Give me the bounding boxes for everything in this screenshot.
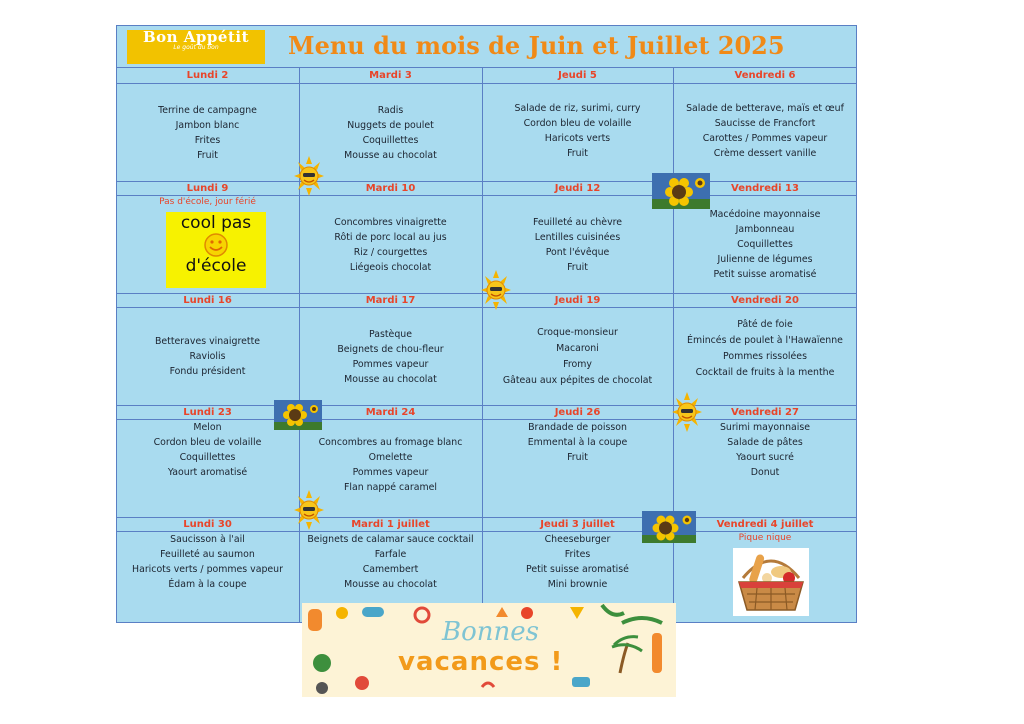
dish: Fruit [197, 150, 218, 161]
banner-line-2: vacances ! [398, 647, 564, 677]
dish: Lentilles cuisinées [534, 232, 621, 243]
dish: Flan nappé caramel [343, 482, 437, 493]
day-label: Jeudi 19 [554, 295, 601, 306]
dish: Jambonneau [735, 224, 795, 235]
day-label: Jeudi 12 [554, 183, 601, 194]
menu-cell [299, 215, 482, 275]
sun-icon [481, 270, 511, 310]
dish: Terrine de campagne [158, 105, 257, 116]
grid-line [116, 181, 857, 182]
dish: Cordon bleu de volaille [523, 118, 632, 129]
dish: Beignets de calamar sauce cocktail [307, 534, 474, 545]
dish: Brandade de poisson [528, 422, 627, 433]
picnic-basket-icon [733, 548, 809, 616]
holiday-note: Pas d'école, jour férié [159, 197, 256, 207]
page-title: Menu du mois de Juin et Juillet 2025 [288, 31, 785, 60]
sunflower-icon [642, 511, 696, 543]
dish: Croque-monsieur [537, 327, 618, 338]
dish: Rôti de porc local au jus [334, 232, 447, 243]
dish: Feuilleté au saumon [160, 549, 255, 560]
dish: Pâté de foie [737, 319, 793, 330]
logo-name: Bon Appétit [142, 28, 250, 46]
dish: Melon [193, 422, 222, 433]
dish: Macédoine mayonnaise [709, 209, 821, 220]
menu-cell [299, 435, 482, 495]
dish: Pommes rissolées [723, 351, 807, 362]
dish: Salade de betterave, maïs et œuf [686, 103, 844, 114]
dish: Petit suisse aromatisé [713, 269, 817, 280]
menu-cell [673, 101, 857, 161]
dish: Fondu président [169, 366, 246, 377]
menu-cell [299, 103, 482, 163]
dish: Fruit [567, 452, 588, 463]
day-label: Mardi 10 [365, 183, 416, 194]
dish: Coquillettes [179, 452, 236, 463]
grid-line [116, 517, 857, 518]
dish: Salade de riz, surimi, curry [514, 103, 641, 114]
day-label: Lundi 23 [183, 407, 232, 418]
menu-cell [116, 334, 299, 379]
sun-icon [294, 490, 324, 530]
dish: Édam à la coupe [168, 579, 247, 590]
dish: Saucisson à l'ail [170, 534, 245, 545]
bonnes-vacances-banner [302, 603, 676, 697]
sun-icon [672, 392, 702, 432]
dish: Feuilleté au chèvre [532, 217, 623, 228]
dish: Carottes / Pommes vapeur [702, 133, 828, 144]
dish: Coquillettes [362, 135, 419, 146]
day-label: Jeudi 5 [558, 70, 597, 81]
dish: Farfale [374, 549, 407, 560]
day-label: Vendredi 27 [731, 407, 799, 418]
dish: Mousse au chocolat [344, 579, 437, 590]
day-label: Vendredi 20 [731, 295, 799, 306]
day-label: Vendredi 13 [731, 183, 799, 194]
menu-cell [482, 420, 673, 465]
day-label: Lundi 16 [183, 295, 232, 306]
dish: Concombres au fromage blanc [318, 437, 463, 448]
sign-line-1: cool pas [180, 213, 252, 233]
day-label: Mardi 3 [369, 70, 412, 81]
dish: Camembert [362, 564, 419, 575]
dish: Nuggets de poulet [347, 120, 434, 131]
picnic-note: Pique nique [738, 533, 792, 543]
dish: Pommes vapeur [352, 359, 429, 370]
menu-cell [673, 207, 857, 282]
dish: Donut [750, 467, 780, 478]
day-label: Jeudi 3 juillet [540, 519, 615, 530]
day-label: Mardi 17 [365, 295, 416, 306]
day-label: Mardi 1 juillet [351, 519, 430, 530]
menu-cell [116, 420, 299, 480]
dish: Petit suisse aromatisé [526, 564, 629, 575]
banner-line-1: Bonnes [442, 617, 539, 647]
dish: Cordon bleu de volaille [153, 437, 262, 448]
menu-cell [116, 103, 299, 163]
dish: Coquillettes [737, 239, 793, 250]
dish: Betteraves vinaigrette [154, 336, 261, 347]
day-label: Lundi 2 [186, 70, 229, 81]
dish: Mousse au chocolat [344, 150, 437, 161]
dish: Omelette [368, 452, 413, 463]
dish: Cheeseburger [544, 534, 611, 545]
dish: Emmental à la coupe [527, 437, 628, 448]
day-label: Jeudi 26 [554, 407, 601, 418]
smiley-icon [204, 233, 228, 257]
dish: Crème dessert vanille [713, 148, 817, 159]
dish: Émincés de poulet à l'Hawaïenne [687, 335, 843, 346]
dish: Haricots verts / pommes vapeur [132, 564, 283, 575]
dish: Pastèque [369, 329, 412, 340]
dish: Pommes vapeur [352, 467, 429, 478]
sunflower-icon [652, 173, 710, 209]
sun-icon [294, 156, 324, 196]
grid-line [116, 195, 857, 196]
dish: Liégeois chocolat [349, 262, 432, 273]
dish: Fruit [567, 148, 588, 159]
dish: Salade de pâtes [727, 437, 803, 448]
dish: Raviolis [189, 351, 226, 362]
dish: Concombres vinaigrette [334, 217, 447, 228]
grid-line [116, 405, 857, 406]
day-label: Vendredi 6 [734, 70, 796, 81]
grid-line [116, 67, 857, 68]
sign-line-2: d'école [185, 256, 247, 276]
dish: Frites [194, 135, 221, 146]
dish: Beignets de chou-fleur [337, 344, 444, 355]
dish: Riz / courgettes [353, 247, 428, 258]
logo-tagline: Le goût du bon [173, 44, 219, 51]
dish: Gâteau aux pépites de chocolat [502, 375, 653, 386]
day-label: Vendredi 4 juillet [716, 519, 814, 530]
menu-cell [299, 327, 482, 387]
menu-cell [116, 532, 299, 592]
dish: Cocktail de fruits à la menthe [695, 367, 835, 378]
dish: Radis [377, 105, 404, 116]
dish: Surimi mayonnaise [719, 422, 811, 433]
dish: Jambon blanc [175, 120, 240, 131]
dish: Saucisse de Francfort [714, 118, 816, 129]
cool-pas-decole-sign [166, 212, 266, 288]
menu-cell [482, 101, 673, 161]
dish: Julienne de légumes [717, 254, 813, 265]
dish: Pont l'évêque [545, 247, 610, 258]
menu-cell [482, 325, 673, 389]
day-label: Lundi 9 [186, 183, 229, 194]
sunflower-icon [274, 400, 322, 430]
dish: Macaroni [556, 343, 599, 354]
dish: Yaourt aromatisé [167, 467, 248, 478]
dish: Frites [564, 549, 591, 560]
dish: Haricots verts [544, 133, 611, 144]
menu-cell [299, 532, 482, 592]
bon-appetit-logo [127, 30, 265, 64]
dish: Fromy [563, 359, 592, 370]
menu-cell [673, 317, 857, 381]
dish: Yaourt sucré [736, 452, 794, 463]
menu-cell [482, 215, 673, 275]
dish: Mousse au chocolat [344, 374, 437, 385]
grid-line [116, 83, 857, 84]
dish: Fruit [567, 262, 588, 273]
dish: Mini brownie [547, 579, 608, 590]
day-label: Mardi 24 [365, 407, 416, 418]
day-label: Lundi 30 [183, 519, 232, 530]
